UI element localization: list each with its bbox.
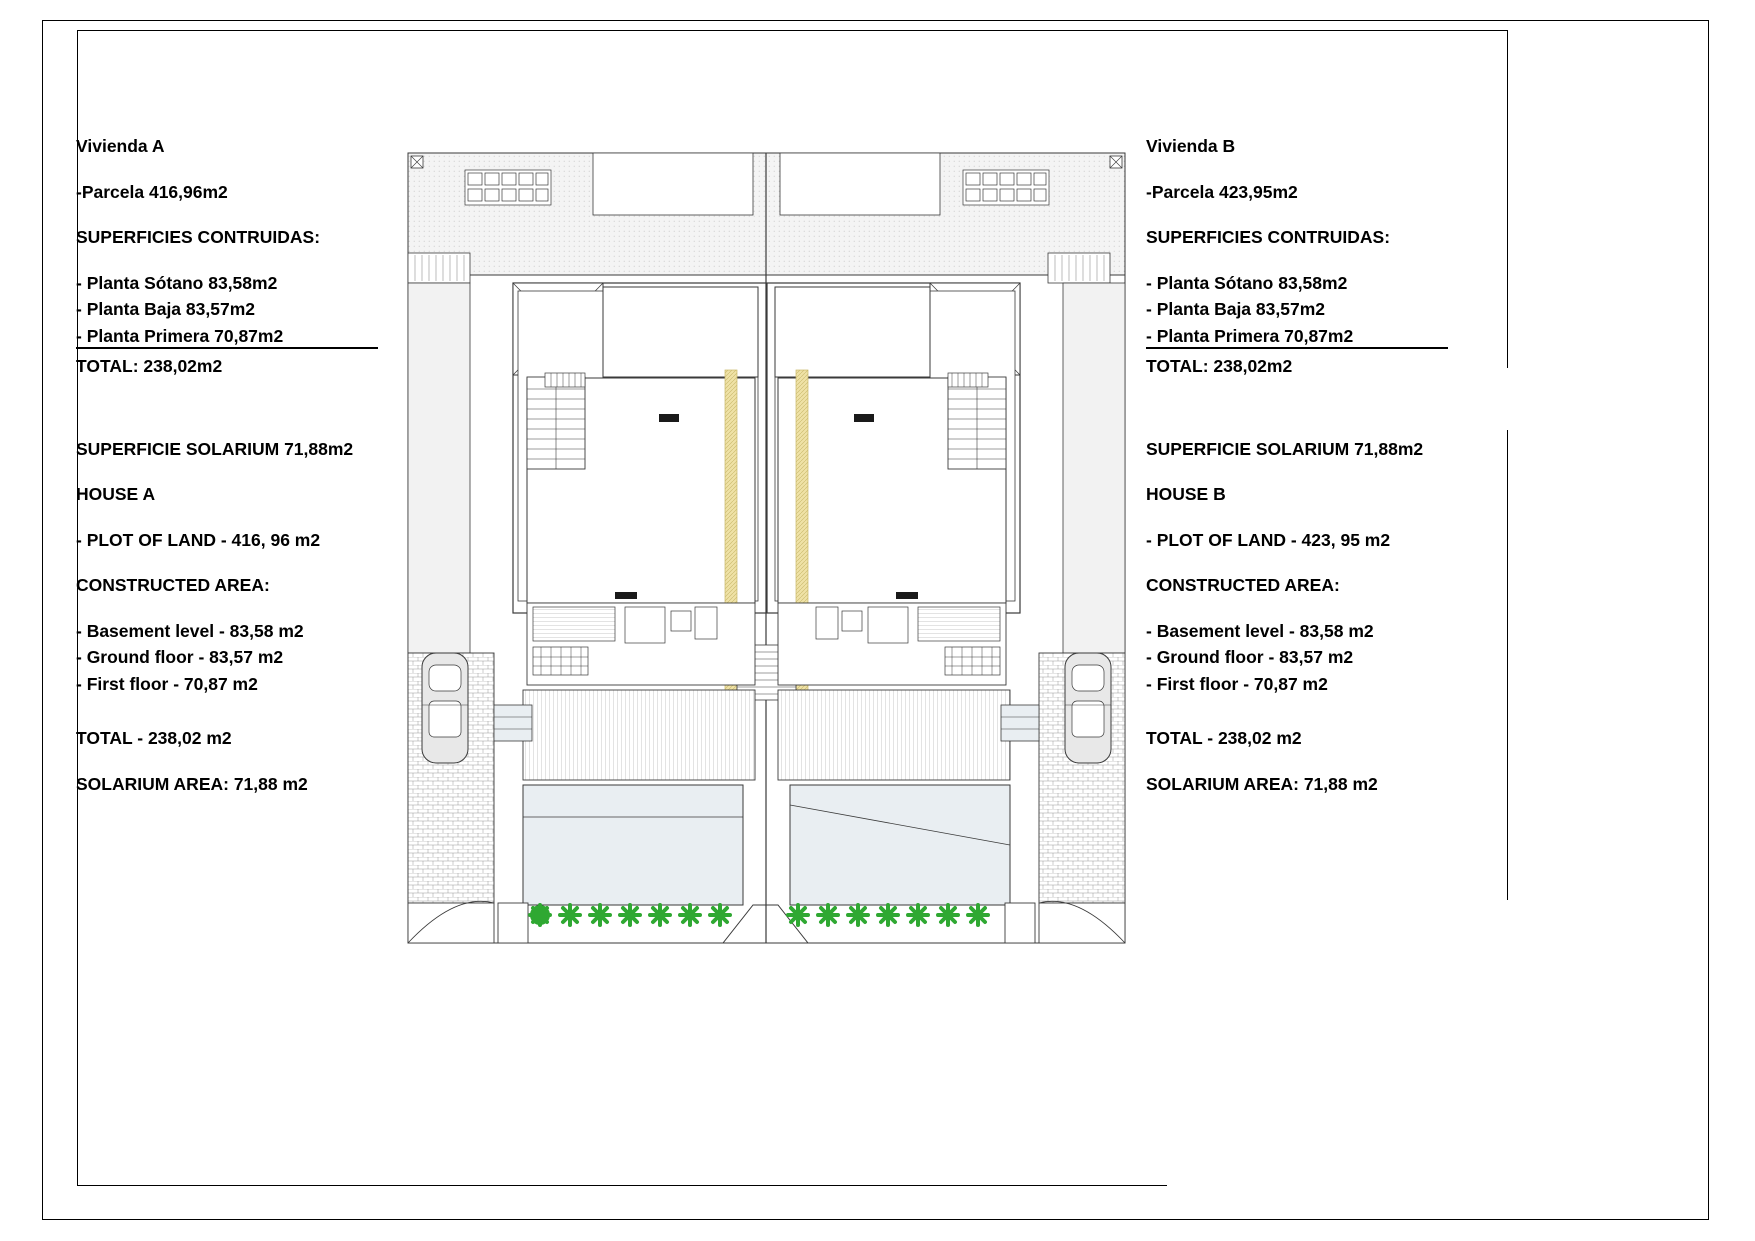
house-b-areas-heading-en: CONSTRUCTED AREA: — [1146, 575, 1340, 595]
house-a-title-es: Vivienda A — [76, 136, 165, 156]
house-b-total-es: TOTAL: 238,02m2 — [1146, 356, 1293, 376]
house-a-plot-es: -Parcela 416,96m2 — [76, 181, 228, 202]
house-b-plot-en: - PLOT OF LAND - 423, 95 m2 — [1146, 529, 1391, 550]
house-a-areas-heading-es: SUPERFICIES CONTRUIDAS: — [76, 227, 321, 247]
house-b-ground-es: - Planta Baja 83,57m2 — [1146, 299, 1325, 319]
house-a-solarium-en: SOLARIUM AREA: 71,88 m2 — [76, 773, 308, 794]
house-a-info-block — [76, 138, 378, 793]
house-a-first-en: - First floor - 70,87 m2 — [76, 673, 258, 694]
house-b-first-es: - Planta Primera 70,87m2 — [1146, 328, 1448, 350]
house-b-first-en: - First floor - 70,87 m2 — [1146, 673, 1328, 694]
drawing-frame-right-rule-upper — [1507, 30, 1508, 368]
house-a-basement-es: - Planta Sótano 83,58m2 — [76, 272, 278, 293]
house-b-plot-es: -Parcela 423,95m2 — [1146, 181, 1298, 202]
car-icon-right — [1065, 653, 1111, 763]
car-icon-left — [422, 653, 468, 763]
house-b-title-es: Vivienda B — [1146, 136, 1236, 156]
house-a-ground-es: - Planta Baja 83,57m2 — [76, 299, 255, 319]
house-b-title-en: HOUSE B — [1146, 484, 1226, 504]
house-b-solarium-en: SOLARIUM AREA: 71,88 m2 — [1146, 773, 1378, 794]
house-a-title-en: HOUSE A — [76, 484, 156, 504]
house-a-total-en: TOTAL - 238,02 m2 — [76, 728, 232, 748]
house-a-ground-en: - Ground floor - 83,57 m2 — [76, 647, 284, 667]
site-plan-drawing — [393, 145, 1140, 960]
house-a-total-es: TOTAL: 238,02m2 — [76, 356, 223, 376]
drawing-frame-bottom-rule — [77, 1185, 1167, 1186]
house-a-areas-heading-en: CONSTRUCTED AREA: — [76, 575, 270, 595]
house-a-solarium-es: SUPERFICIE SOLARIUM 71,88m2 — [76, 438, 354, 459]
house-b-solarium-es: SUPERFICIE SOLARIUM 71,88m2 — [1146, 438, 1424, 459]
house-a-basement-en: - Basement level - 83,58 m2 — [76, 620, 304, 641]
house-b-info-block — [1146, 138, 1448, 793]
drawing-frame-top-rule — [77, 30, 1507, 31]
house-a-plot-en: - PLOT OF LAND - 416, 96 m2 — [76, 529, 321, 550]
house-b-total-en: TOTAL - 238,02 m2 — [1146, 728, 1302, 748]
house-b-basement-en: - Basement level - 83,58 m2 — [1146, 620, 1374, 641]
house-b-ground-en: - Ground floor - 83,57 m2 — [1146, 647, 1354, 667]
house-a-first-es: - Planta Primera 70,87m2 — [76, 328, 378, 350]
house-b-areas-heading-es: SUPERFICIES CONTRUIDAS: — [1146, 227, 1391, 247]
house-b-basement-es: - Planta Sótano 83,58m2 — [1146, 272, 1348, 293]
drawing-frame-right-rule-lower — [1507, 430, 1508, 900]
